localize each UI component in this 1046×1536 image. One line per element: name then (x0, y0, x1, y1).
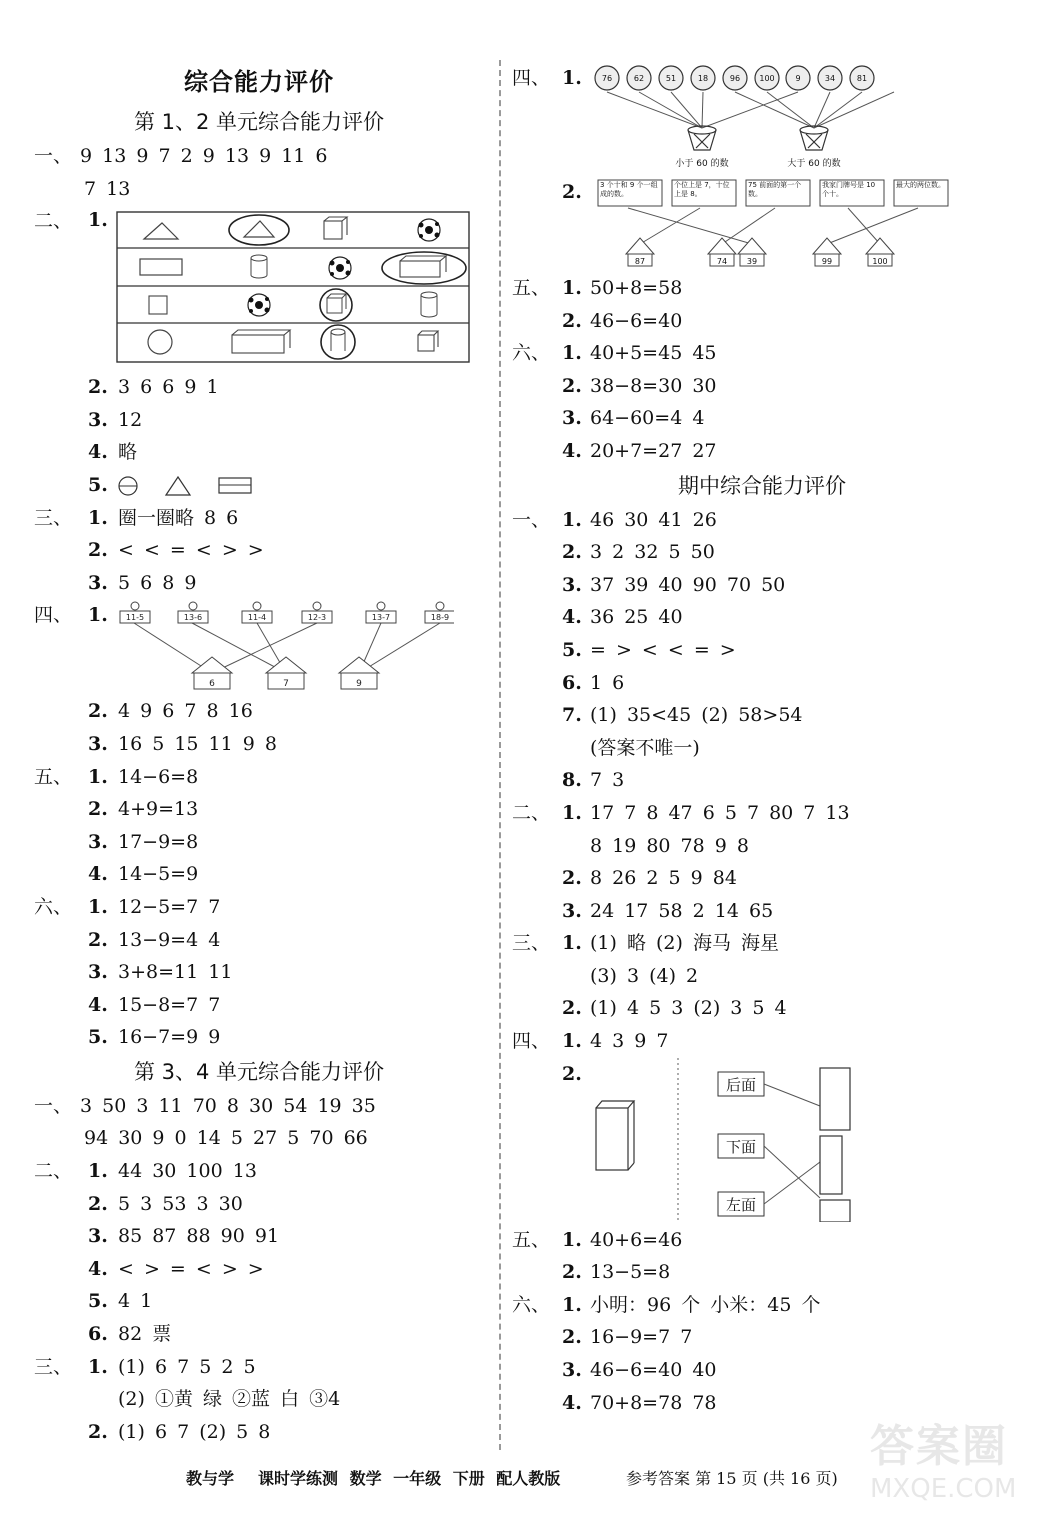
house-number: 7 (283, 679, 289, 690)
ball-number: 62 (633, 74, 645, 83)
answer-text: 40+5=45 45 (590, 342, 717, 365)
ball-number: 96 (729, 74, 741, 83)
question-number: 2. (562, 1261, 582, 1284)
answer-text: 1 6 (590, 671, 625, 694)
answer-text: (1) 4 5 3 (2) 3 5 4 (590, 997, 787, 1020)
answer-line (512, 305, 1012, 338)
answer-text: < < = < > > (118, 539, 264, 562)
footer-page-info: 参考答案 第 15 页 (共 16 页) (626, 1469, 838, 1488)
question-number: 1. (562, 801, 582, 824)
left-column (34, 60, 484, 1448)
house-number: 87 (634, 257, 646, 266)
clue-text: 最大的两位数。 (896, 181, 945, 189)
answer-line (34, 1155, 484, 1188)
section-number: 一、 (34, 145, 73, 167)
question-number: 1. (88, 1355, 108, 1378)
answer-text: 16−9=7 7 (590, 1326, 693, 1349)
ball-number: 51 (665, 74, 677, 83)
answer-line (34, 567, 484, 600)
answer-text: 13−5=8 (590, 1261, 671, 1284)
section-number: 四、 (512, 1030, 551, 1053)
clue-text: 个位上是 7，十位上是 8。 (674, 181, 730, 198)
answer-text: (1) 6 7 (2) 5 8 (118, 1420, 271, 1443)
answer-line (512, 1224, 1012, 1257)
answer-line (34, 1122, 484, 1155)
answer-line (34, 761, 484, 794)
answer-text: 85 87 88 90 91 (118, 1225, 280, 1248)
answer-line (34, 534, 484, 567)
answer-text: 15−8=7 7 (118, 993, 221, 1016)
answer-line (34, 793, 484, 826)
spacer (34, 363, 484, 371)
answer-line (34, 1188, 484, 1221)
house-number: 9 (356, 679, 362, 690)
answer-text: 4 1 (118, 1290, 153, 1313)
section-number: 六、 (512, 342, 551, 365)
answer-line (34, 173, 484, 206)
answer-text: 3+8=11 11 (118, 961, 233, 984)
answer-text: 70+8=78 78 (590, 1391, 717, 1414)
answer-text: < > = < > > (118, 1257, 264, 1280)
expression-box-label: 11-5 (125, 613, 145, 623)
question-number: 5. (88, 1026, 108, 1049)
section-number: 一、 (512, 508, 551, 531)
question-number: 4. (88, 993, 108, 1016)
footer-brand: 教与学 (186, 1469, 235, 1488)
answer-line (512, 732, 1012, 765)
answer-text: 94 30 9 0 14 5 27 5 70 66 (84, 1127, 368, 1150)
question-number: 4. (88, 1257, 108, 1280)
shape-sort-figure (116, 211, 472, 363)
question-number: 1. (562, 277, 582, 299)
question-number: 4. (562, 439, 582, 462)
answer-line (34, 502, 484, 535)
answer-text: = > < < = > (590, 638, 736, 661)
answer-text: 40+6=46 (590, 1228, 683, 1251)
answer-line (34, 826, 484, 859)
answer-line (512, 960, 1012, 993)
answer-text: 7 13 (84, 177, 131, 200)
question-number: 1. (562, 1293, 582, 1316)
ball-number: 81 (856, 74, 868, 83)
answer-text: 9 13 9 7 2 9 13 9 11 6 (80, 145, 328, 167)
question-number: 1. (562, 67, 582, 89)
section-number: 二、 (512, 801, 551, 824)
answer-line (34, 924, 484, 957)
question-number: 2. (562, 541, 582, 564)
question-number: 1. (88, 765, 108, 788)
answer-line (34, 728, 484, 761)
answer-text: 14−5=9 (118, 863, 199, 886)
answer-text: 小明：96 个 小米：45 个 (590, 1293, 821, 1316)
question-number: 1. (562, 508, 582, 531)
basket-label: 小于 60 的数 (675, 159, 729, 169)
question-number: 2. (562, 309, 582, 332)
answer-text: 12−5=7 7 (118, 895, 221, 918)
answer-text: 16 5 15 11 9 8 (118, 732, 277, 755)
answer-line (512, 830, 1012, 863)
question-number: 2. (88, 798, 108, 821)
expression-box-label: 18-9 (430, 613, 450, 623)
question-number: 4. (88, 863, 108, 886)
section-number: 五、 (512, 277, 551, 299)
answer-line (512, 1289, 1012, 1322)
answer-text: 82 票 (118, 1323, 172, 1346)
question-number: 3. (562, 573, 582, 596)
answer-line (512, 699, 1012, 732)
answer-line (512, 504, 1012, 537)
answer-text: 37 39 40 90 70 50 (590, 573, 786, 596)
answer-line (512, 1321, 1012, 1354)
answer-line (512, 764, 1012, 797)
answer-line (34, 1090, 484, 1123)
answer-text: (1) 35<45 (2) 58>54 (590, 704, 803, 727)
answer-line (34, 1383, 484, 1416)
clue-house-question (512, 176, 1012, 272)
answer-line (34, 404, 484, 437)
answer-line (34, 1285, 484, 1318)
answer-line (512, 601, 1012, 634)
answer-text: 13−9=4 4 (118, 928, 221, 951)
question-number: 3. (88, 571, 108, 594)
answer-line (34, 140, 484, 173)
ball-basket-question (512, 60, 1012, 176)
answer-text: (1) 略 (2) 海马 海星 (590, 932, 779, 955)
house-number: 100 (872, 257, 888, 266)
section-number: 三、 (34, 1355, 73, 1378)
question-number: 1. (88, 1160, 108, 1183)
answer-line (34, 1021, 484, 1054)
answer-text: (2) ①黄 绿 ②蓝 白 ③4 (118, 1388, 341, 1411)
matching-question (34, 599, 484, 695)
question-number: 2. (88, 376, 108, 399)
question-number: 3. (562, 1359, 582, 1382)
answer-text: 64−60=4 4 (590, 407, 705, 430)
question-number: 2. (88, 928, 108, 951)
section-number: 六、 (34, 895, 73, 918)
ball-basket-matching-figure (590, 64, 930, 174)
answer-text: 14−6=8 (118, 765, 199, 788)
answer-text: 8 19 80 78 9 8 (590, 834, 749, 857)
answer-line (512, 1025, 1012, 1058)
question-number: 1. (562, 342, 582, 365)
ball-number: 76 (601, 74, 613, 83)
answer-text: 5 6 8 9 (118, 571, 197, 594)
answer-line (34, 371, 484, 404)
views-question (512, 1058, 1012, 1224)
answer-text: 8 26 2 5 9 84 (590, 867, 737, 890)
question-number: 1. (88, 604, 108, 627)
clue-house-matching-figure (592, 178, 962, 270)
unit12-heading: 第 1、2 单元综合能力评价 (133, 110, 385, 134)
question-number: 2. (562, 867, 582, 890)
house-number: 6 (209, 679, 215, 690)
answer-text: 12 (118, 408, 143, 431)
answer-text: (1) 6 7 5 2 5 (118, 1355, 256, 1378)
question-number: 3. (88, 830, 108, 853)
answer-line (34, 436, 484, 469)
question-number: 1. (88, 506, 108, 529)
answer-text: 16−7=9 9 (118, 1026, 221, 1049)
question-number: 2. (562, 1062, 582, 1085)
answer-text: (3) 3 (4) 2 (590, 964, 699, 987)
question-number: 3. (562, 407, 582, 430)
answer-line (34, 469, 484, 502)
section-number: 一、 (34, 1094, 73, 1117)
section-number: 二、 (34, 1160, 73, 1183)
answer-line (34, 695, 484, 728)
question-number: 2. (88, 1192, 108, 1215)
question-number: 6. (88, 1323, 108, 1346)
answer-text: 38−8=30 30 (590, 374, 717, 397)
answer-line (512, 569, 1012, 602)
expression-box-label: 12-3 (307, 613, 327, 623)
basket-label: 大于 60 的数 (787, 159, 841, 169)
answer-line (512, 927, 1012, 960)
question-number: 3. (88, 1225, 108, 1248)
view-label-bottom: 下面 (725, 1137, 757, 1156)
question-number: 2. (562, 181, 582, 203)
three-views-figure (590, 1058, 890, 1222)
ball-number: 100 (759, 74, 775, 83)
answer-text: 46−6=40 40 (590, 1359, 717, 1382)
answer-text: 24 17 58 2 14 65 (590, 899, 774, 922)
answer-line (512, 667, 1012, 700)
question-number: 1. (562, 1228, 582, 1251)
answer-line (34, 858, 484, 891)
answer-text: 4 3 9 7 (590, 1030, 669, 1053)
answer-text: 17 7 8 47 6 5 7 80 7 13 (590, 801, 850, 824)
answer-text: 4+9=13 (118, 798, 199, 821)
ball-number: 9 (795, 74, 801, 83)
answer-line (512, 1256, 1012, 1289)
section-number: 二、 (34, 210, 73, 233)
watermark-logo (870, 1410, 1040, 1530)
answer-text: 3 50 3 11 70 8 30 54 19 35 (80, 1094, 376, 1117)
answer-line (512, 435, 1012, 468)
answer-text: 7 3 (590, 769, 625, 792)
footer-book-info: 课时学练测 数学 一年级 下册 配人教版 (258, 1469, 561, 1488)
view-label-back: 后面 (725, 1075, 757, 1094)
question-number: 1. (88, 895, 108, 918)
answer-text: 3 2 32 5 50 (590, 541, 715, 564)
question-number: 1. (562, 932, 582, 955)
question-number: 2. (88, 1420, 108, 1443)
section-number: 三、 (512, 932, 551, 955)
question-number: 2. (562, 1326, 582, 1349)
answer-line (512, 797, 1012, 830)
right-column (512, 60, 1012, 1419)
answer-line (512, 862, 1012, 895)
column-divider (499, 60, 501, 1450)
section-number: 五、 (34, 765, 73, 788)
question-number: 4. (562, 606, 582, 629)
question-number: 3. (88, 961, 108, 984)
question-number: 1. (88, 209, 108, 232)
answer-text: 略 (118, 441, 138, 464)
ball-house-matching-figure (114, 601, 454, 693)
face-shapes-figure (118, 475, 258, 497)
answer-line (512, 895, 1012, 928)
answer-text: (答案不唯一) (590, 736, 700, 759)
question-number: 3. (88, 408, 108, 431)
question-number: 2. (562, 997, 582, 1020)
section-number: 四、 (512, 67, 551, 89)
answer-text: 46−6=40 (590, 309, 683, 332)
question-number: 1. (562, 1030, 582, 1053)
expression-box-label: 11-4 (247, 613, 267, 623)
answer-line (512, 402, 1012, 435)
answer-line (34, 1416, 484, 1449)
answer-text: 4 9 6 7 8 16 (118, 700, 253, 723)
house-number: 99 (821, 257, 833, 266)
answer-line (34, 891, 484, 924)
question-number: 6. (562, 671, 582, 694)
house-number: 39 (746, 257, 758, 266)
house-number: 74 (716, 257, 728, 266)
view-label-left: 左面 (725, 1195, 757, 1214)
answer-line (34, 1318, 484, 1351)
answer-line (34, 956, 484, 989)
section-number: 三、 (34, 506, 73, 529)
answer-text: 17−9=8 (118, 830, 199, 853)
watermark-url: MXQE.COM (870, 1474, 1017, 1504)
answer-text: 20+7=27 27 (590, 439, 717, 462)
section-number: 六、 (512, 1293, 551, 1316)
answer-text: 46 30 41 26 (590, 508, 717, 531)
answer-text: 圈一圈略 8 6 (118, 506, 239, 529)
answer-line (512, 992, 1012, 1025)
question-number: 8. (562, 769, 582, 792)
clue-text: 3 个十和 9 个一组成的数。 (600, 181, 658, 198)
ball-number: 34 (824, 74, 836, 83)
answer-text: 3 6 6 9 1 (118, 376, 219, 399)
answer-text: 44 30 100 13 (118, 1160, 257, 1183)
answer-text: 5 3 53 3 30 (118, 1192, 243, 1215)
question-number: 3. (88, 732, 108, 755)
question-number: 3. (562, 899, 582, 922)
question-number: 2. (88, 539, 108, 562)
shape-grid-question (34, 211, 484, 363)
answer-text: 50+8=58 (590, 277, 683, 299)
answer-line (34, 1220, 484, 1253)
expression-box-label: 13-7 (371, 613, 391, 623)
question-number: 2. (562, 374, 582, 397)
answer-text: 36 25 40 (590, 606, 683, 629)
section-number: 四、 (34, 604, 73, 627)
expression-box-label: 13-6 (183, 613, 203, 623)
answer-line (34, 1351, 484, 1384)
midterm-heading: 期中综合能力评价 (678, 473, 846, 498)
answer-line (512, 370, 1012, 403)
answer-line (512, 536, 1012, 569)
ball-number: 18 (697, 74, 709, 83)
section-number: 五、 (512, 1228, 551, 1251)
question-number: 5. (88, 473, 108, 496)
answer-line (512, 272, 1012, 305)
clue-text: 我家门牌号是 10 个十。 (822, 181, 876, 198)
answer-line (512, 1354, 1012, 1387)
answer-line (512, 634, 1012, 667)
question-number: 5. (562, 638, 582, 661)
answer-line (34, 1253, 484, 1286)
question-number: 7. (562, 704, 582, 727)
question-number: 4. (88, 441, 108, 464)
answer-line (512, 337, 1012, 370)
watermark-text: 答案圈 (870, 1421, 1008, 1472)
question-number: 2. (88, 700, 108, 723)
answer-line (34, 989, 484, 1022)
question-number: 5. (88, 1290, 108, 1313)
unit34-heading: 第 3、4 单元综合能力评价 (133, 1059, 385, 1084)
clue-text: 75 前面的第一个数。 (748, 181, 802, 198)
question-number: 4. (562, 1391, 582, 1414)
page-title: 综合能力评价 (184, 68, 334, 96)
